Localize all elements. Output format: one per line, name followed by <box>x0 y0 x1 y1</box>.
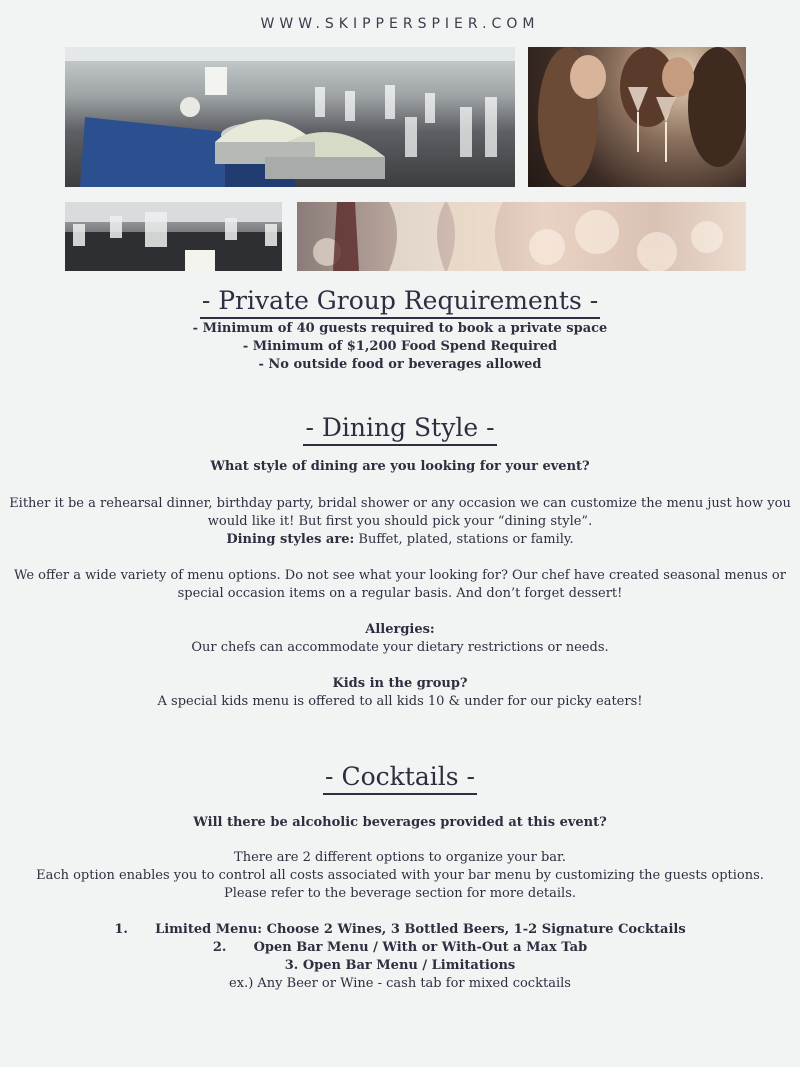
bar-option-number: 2. <box>212 940 227 955</box>
cocktails-line3: Please refer to the beverage section for more details. <box>223 886 577 901</box>
bar-option-2 <box>0 939 800 957</box>
kids-text: A special kids menu is offered to all kids 10 & under for our picky eaters! <box>157 694 643 709</box>
requirement-no-outside-food: - No outside food or beverages allowed <box>258 357 542 372</box>
dining-intro-line1: Either it be a rehearsal dinner, birthday party, bridal shower or any occasion we can customize the menu just how you <box>9 496 791 511</box>
dining-styles-label: Dining styles are: <box>226 532 355 547</box>
dining-styles-value: Buffet, plated, stations or family. <box>354 532 574 547</box>
bar-option-note: ex.) Any Beer or Wine - cash tab for mixed cocktails <box>229 976 571 991</box>
allergies-text: Our chefs can accommodate your dietary restrictions or needs. <box>191 640 609 655</box>
allergies-label: Allergies: <box>365 622 435 637</box>
bar-option-text: Open Bar Menu / With or With-Out a Max Tab <box>253 940 588 955</box>
bar-option-text: Limited Menu: Choose 2 Wines, 3 Bottled Beers, 1-2 Signature Cocktails <box>155 922 686 937</box>
cocktails-question: Will there be alcoholic beverages provided at this event? <box>193 815 607 830</box>
dining-question: What style of dining are you looking for your event? <box>210 459 590 474</box>
menu-options-line1: We offer a wide variety of menu options. Do not see what your looking for? Our chef have created seasonal menus or <box>14 568 786 583</box>
photo-toasting-friends <box>528 47 746 187</box>
kids-label: Kids in the group? <box>332 676 468 691</box>
bar-option-1 <box>0 921 800 939</box>
dining-intro-line2: would like it! But first you should pick your “dining style”. <box>207 514 593 529</box>
cocktails-line2: Each option enables you to control all costs associated with your bar menu by customizing the guests options. <box>36 868 764 883</box>
photo-table-setting <box>65 202 282 271</box>
menu-options-line2: special occasion items on a regular basis. And don’t forget dessert! <box>177 586 623 601</box>
dining-styles <box>0 531 800 549</box>
cocktails-heading: - Cocktails - <box>0 762 800 795</box>
requirement-min-spend: - Minimum of $1,200 Food Spend Required <box>242 339 558 354</box>
cocktails-line1: There are 2 different options to organize your bar. <box>234 850 566 865</box>
website-url[interactable]: WWW.SKIPPERSPIER.COM <box>260 16 540 32</box>
private-group-heading: - Private Group Requirements - <box>0 286 800 319</box>
requirement-min-guests: - Minimum of 40 guests required to book a private space <box>192 321 608 336</box>
bar-option-text: Open Bar Menu / Limitations <box>302 958 516 973</box>
bar-option-3 <box>0 957 800 975</box>
photo-wine-glasses-bokeh <box>297 202 746 271</box>
bar-option-number: 1. <box>114 922 128 937</box>
bar-option-number: 3. <box>284 958 299 973</box>
photo-buffet-tent <box>65 47 515 187</box>
dining-style-heading: - Dining Style - <box>0 413 800 446</box>
